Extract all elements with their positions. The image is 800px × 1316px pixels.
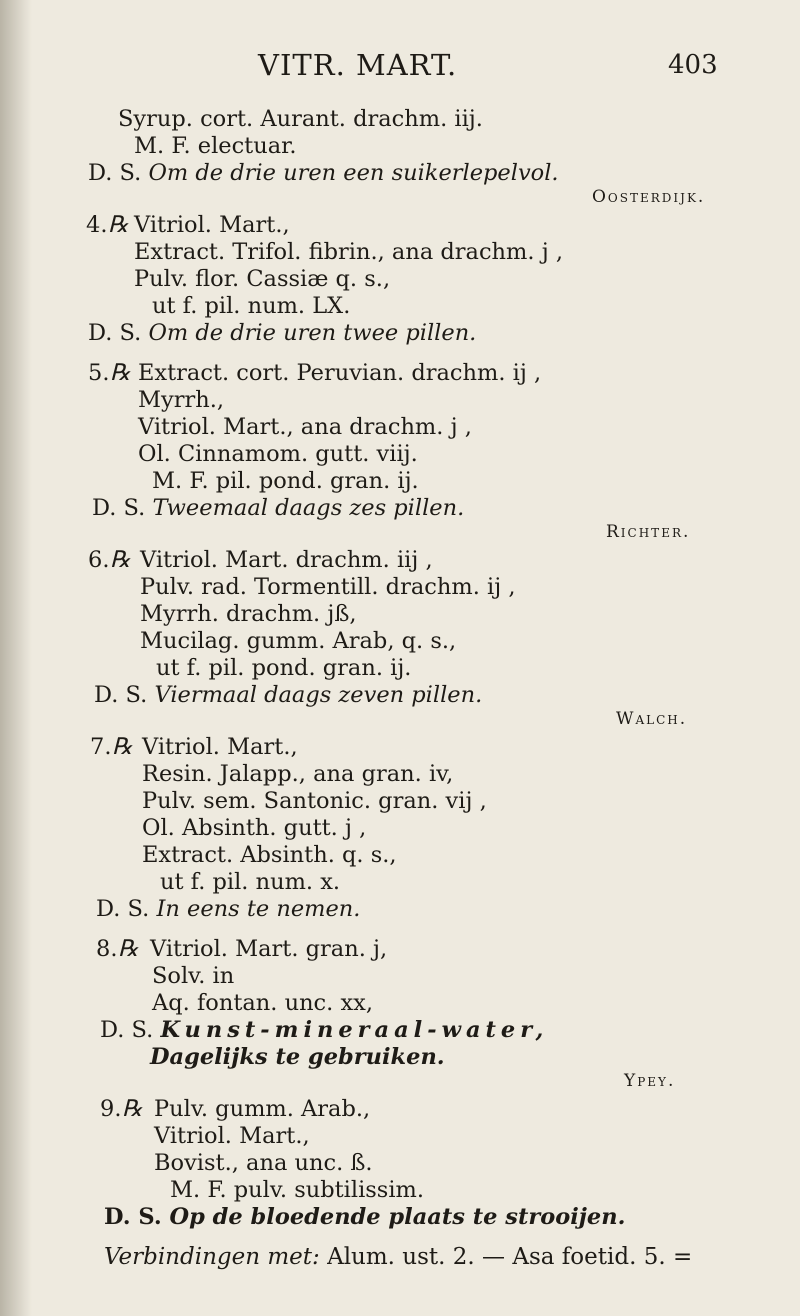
text-line: Extract. Trifol. fibrin., ana drachm. j ,: [134, 239, 563, 265]
prescription-number: 4.: [86, 212, 108, 238]
recipe-symbol: ℞: [108, 212, 129, 238]
text-line: Vitriol. Mart.,: [142, 734, 298, 760]
page-header: [0, 48, 800, 88]
text-line: Ol. Absinth. gutt. j ,: [142, 815, 367, 841]
author-signature: Richter.: [606, 522, 691, 542]
text-line: Pulv. sem. Santonic. gran. vij ,: [142, 788, 487, 814]
dosage-line: D. S. Om de drie uren twee pillen.: [88, 320, 477, 346]
compatible-combinations: Verbindingen met: Alum. ust. 2. — Asa foetid. 5. =: [104, 1244, 693, 1270]
text-line: Vitriol. Mart. gran. j,: [150, 936, 388, 962]
text-line: Pulv. gumm. Arab.,: [154, 1096, 371, 1122]
dosage-line: D. S. Om de drie uren een suikerlepelvol.: [88, 160, 559, 186]
page-number: 403: [668, 50, 718, 80]
recipe-symbol: ℞: [110, 547, 131, 573]
text-line: ut f. pil. num. x.: [160, 869, 341, 895]
dosage-line: D. S. Kunst-mineraal-water,: [100, 1017, 549, 1043]
text-line: Ol. Cinnamom. gutt. viij.: [138, 441, 418, 467]
author-signature: Oosterdijk.: [592, 187, 706, 207]
text-line: Bovist., ana unc. ß.: [154, 1150, 373, 1176]
author-signature: Ypey.: [624, 1071, 676, 1091]
text-line: Pulv. flor. Cassiæ q. s.,: [134, 266, 391, 292]
prescription-number: 9.: [100, 1096, 122, 1122]
recipe-symbol: ℞: [112, 734, 133, 760]
text-line: Vitriol. Mart.,: [134, 212, 290, 238]
dosage-line: D. S. Tweemaal daags zes pillen.: [92, 495, 465, 521]
prescription-number: 7.: [90, 734, 112, 760]
recipe-symbol: ℞: [118, 936, 139, 962]
text-line: Vitriol. Mart., ana drachm. j ,: [138, 414, 472, 440]
text-line: Aq. fontan. unc. xx,: [152, 990, 373, 1016]
text-line: Mucilag. gumm. Arab, q. s.,: [140, 628, 457, 654]
recipe-symbol: ℞: [110, 360, 131, 386]
author-signature: Walch.: [616, 709, 688, 729]
text-line: Solv. in: [152, 963, 235, 989]
prescription-number: 5.: [88, 360, 110, 386]
text-line: M. F. pulv. subtilissim.: [170, 1177, 425, 1203]
text-line: ut f. pil. pond. gran. ij.: [156, 655, 412, 681]
text-line: Vitriol. Mart.,: [154, 1123, 310, 1149]
text-line: Pulv. rad. Tormentill. drachm. ij ,: [140, 574, 516, 600]
prescription-number: 6.: [88, 547, 110, 573]
text-line: ut f. pil. num. LX.: [152, 293, 351, 319]
recipe-symbol: ℞: [122, 1096, 143, 1122]
text-line: Extract. Absinth. q. s.,: [142, 842, 397, 868]
text-line: M. F. pil. pond. gran. ij.: [152, 468, 419, 494]
text-line: Dagelijks te gebruiken.: [150, 1044, 445, 1070]
prescription-number: 8.: [96, 936, 118, 962]
text-line: Vitriol. Mart. drachm. iij ,: [140, 547, 433, 573]
text-line: Resin. Jalapp., ana gran. iv,: [142, 761, 454, 787]
text-line: M. F. electuar.: [134, 133, 297, 159]
text-line: Extract. cort. Peruvian. drachm. ij ,: [138, 360, 542, 386]
dosage-line: D. S. Op de bloedende plaats te strooijen.: [104, 1204, 626, 1230]
dosage-line: D. S. In eens te nemen.: [96, 896, 361, 922]
text-line: Syrup. cort. Aurant. drachm. iij.: [118, 106, 483, 132]
dosage-line: D. S. Viermaal daags zeven pillen.: [94, 682, 483, 708]
text-line: Myrrh.,: [138, 387, 225, 413]
binding-shadow: [0, 0, 32, 1316]
running-title: VITR. MART.: [258, 48, 458, 82]
text-line: Myrrh. drachm. jß,: [140, 601, 357, 627]
